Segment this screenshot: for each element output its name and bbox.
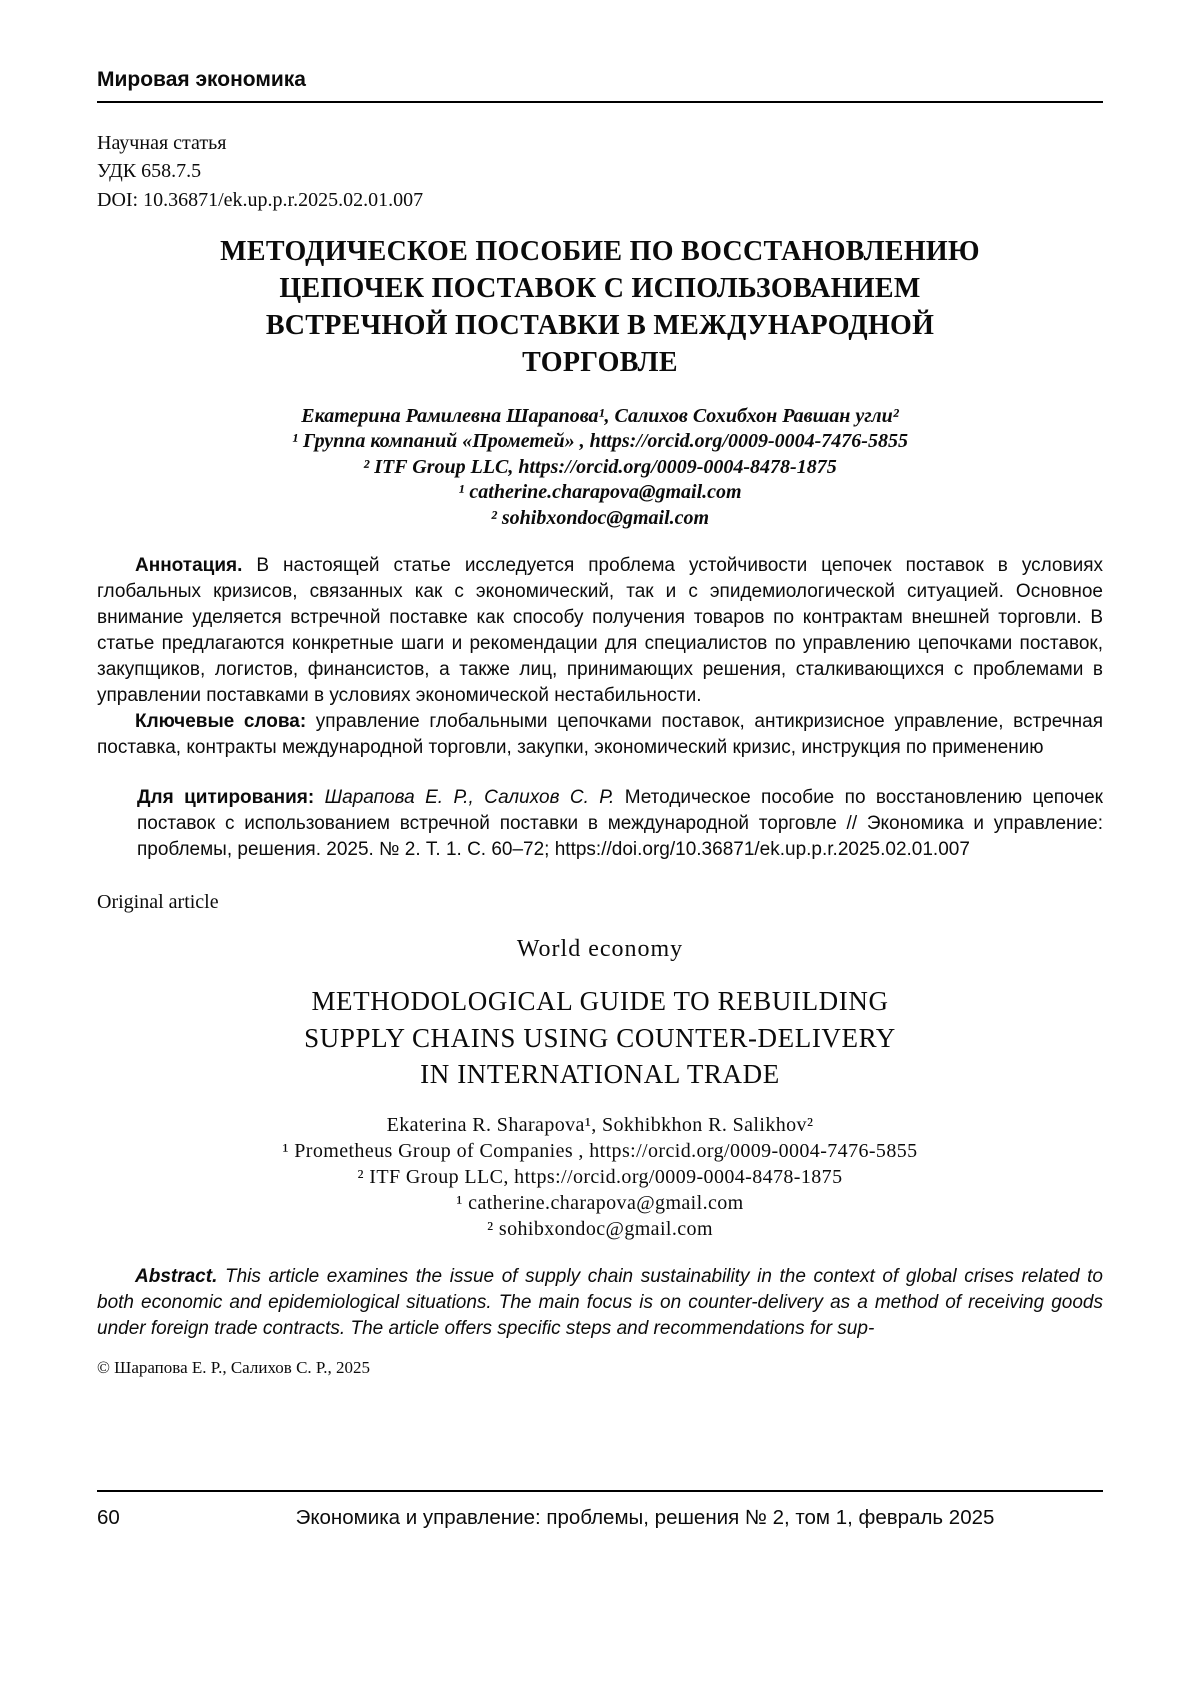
article-title-en: METHODOLOGICAL GUIDE TO REBUILDING SUPPLY CHAINS USING COUNTER-DELIVERY IN INTERNATIONAL TRADE bbox=[304, 986, 896, 1089]
authors-block-ru: Екатерина Рамилевна Шарапова¹, Салихов Сохибхон Равшан угли² ¹ Группа компаний «Прометей» , https://orcid.org/0009-0004-7476-5855 ² ITF Group LLC, https://orcid.org/0009-0004-8478-1875 ¹ catherine.charapova@gmail.com ² sohibxondoc@gmail.com bbox=[292, 404, 908, 529]
footer-rule bbox=[97, 1490, 1103, 1492]
citation-label: Для цитирования: bbox=[137, 787, 315, 809]
keywords-label-ru: Ключевые слова: bbox=[135, 711, 307, 733]
page-number: 60 bbox=[97, 1506, 120, 1529]
abstract-label-ru: Аннотация. bbox=[135, 554, 243, 576]
journal-footer-line: Экономика и управление: проблемы, решения № 2, том 1, февраль 2025 bbox=[295, 1506, 995, 1529]
citation-text: Методическое пособие по восстановлению цепочек поставок с использованием встречной поставки в международной торговле // Экономика и управление: проблемы, решения. 2025. № 2. Т. 1. С. 60–72; https://doi.org/10.36871/ek.up.p.r.2025.02.01.007 bbox=[137, 787, 1103, 861]
citation-authors: Шарапова Е. Р., Салихов С. Р. bbox=[314, 787, 615, 809]
original-article-label: Original article bbox=[97, 891, 219, 914]
header-rule bbox=[97, 101, 1103, 103]
authors-block-en: Ekaterina R. Sharapova¹, Sokhibkhon R. Salikhov² ¹ Prometheus Group of Companies , https://orcid.org/0009-0004-7476-5855 ² ITF Group LLC, https://orcid.org/0009-0004-8478-1875 ¹ catherine.charapova@gmail.com ² sohibxondoc@gmail.com bbox=[282, 1114, 918, 1241]
udc-code: УДК 658.7.5 bbox=[97, 160, 202, 183]
doi-line: DOI: 10.36871/ek.up.p.r.2025.02.01.007 bbox=[97, 188, 424, 211]
footer-row bbox=[97, 1506, 1103, 1530]
journal-section-heading-en: World economy bbox=[516, 936, 684, 963]
article-title-ru: МЕТОДИЧЕСКОЕ ПОСОБИЕ ПО ВОССТАНОВЛЕНИЮ ЦЕПОЧЕК ПОСТАВОК С ИСПОЛЬЗОВАНИЕМ ВСТРЕЧНОЙ ПОСТАВКИ В МЕЖДУНАРОДНОЙ ТОРГОВЛЕ bbox=[220, 236, 980, 379]
keywords-ru bbox=[97, 709, 1103, 761]
keywords-text-ru: управление глобальными цепочками поставок, антикризисное управление, встречная поставка, контракты международной торговли, закупки, экономический кризис, инструкция по применению bbox=[97, 711, 1103, 759]
abstract-text-en: This article examines the issue of supply chain sustainability in the context of global crises related to both economic and epidemiological situations. The main focus is on counter-delivery as a method of receiving goods under foreign trade contracts. The article offers specific steps and recommendations for sup- bbox=[97, 1266, 1103, 1340]
article-meta bbox=[97, 129, 1103, 214]
page-footer bbox=[97, 1490, 1103, 1530]
journal-section-heading: Мировая экономика bbox=[97, 68, 306, 91]
copyright-line: © Шарапова Е. Р., Салихов С. Р., 2025 bbox=[97, 1358, 371, 1378]
citation-block bbox=[97, 785, 1103, 863]
article-type: Научная статья bbox=[97, 132, 227, 154]
abstract-label-en: Abstract. bbox=[135, 1266, 218, 1288]
abstract-ru bbox=[97, 553, 1103, 709]
abstract-en bbox=[97, 1264, 1103, 1342]
abstract-text-ru: В настоящей статье исследуется проблема устойчивости цепочек поставок в условиях глобальных кризисов, связанных как с экономический, так и с эпидемиологической ситуацией. Основное внимание уделяется встречной поставке как способу получения товаров по контрактам внешней торговли. В статье предлагаются конкретные шаги и рекомендации для специалистов по управлению цепочками поставок, закупщиков, логистов, финансистов, а также лиц, принимающих решения, сталкивающихся с проблемами в управлении поставками в условиях экономической нестабильности. bbox=[97, 554, 1103, 707]
